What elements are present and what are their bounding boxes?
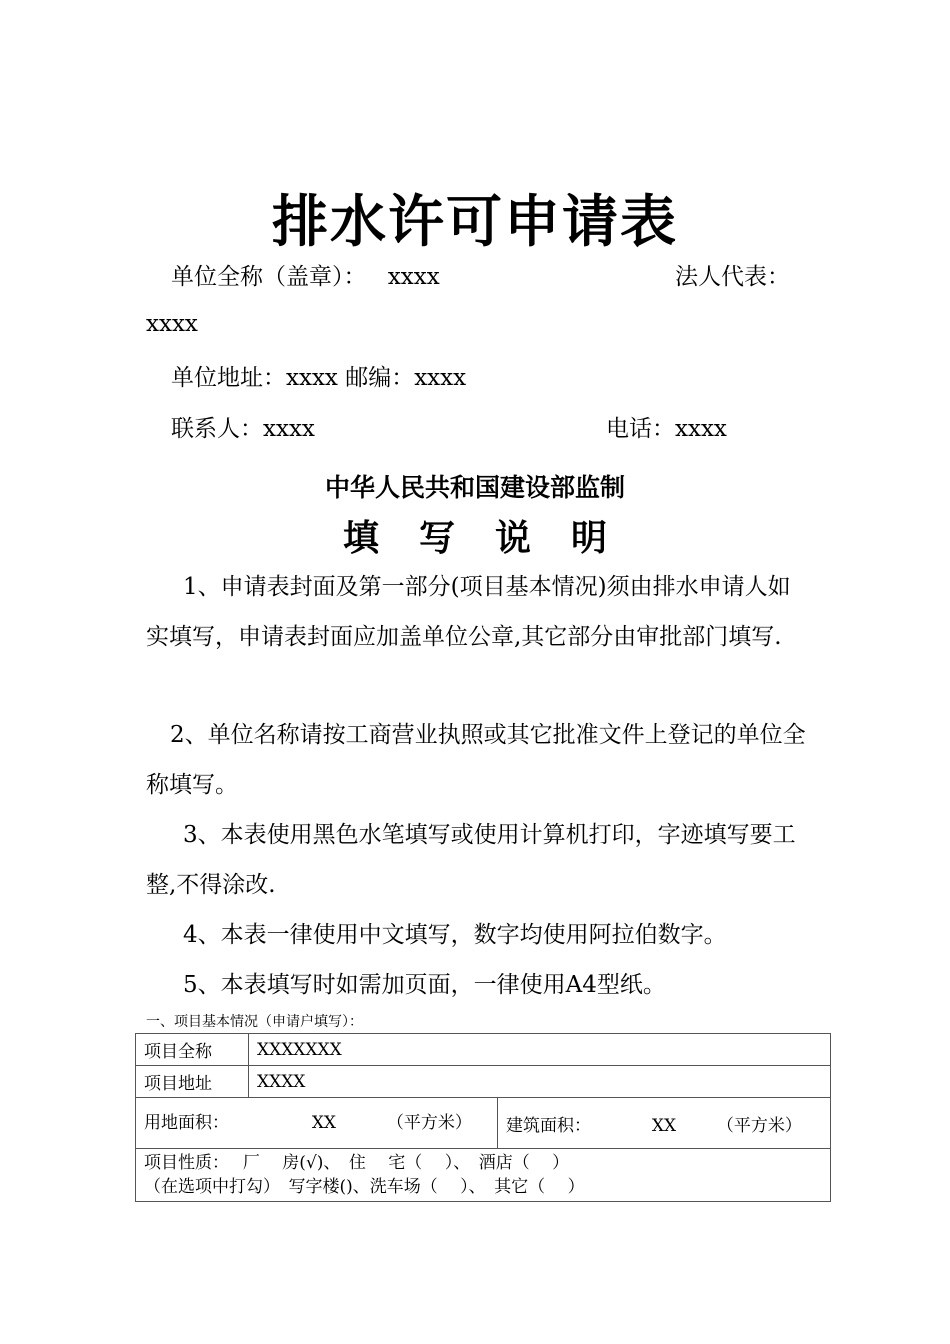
legal-rep-value: xxxx bbox=[146, 311, 198, 337]
project-nature-cell[interactable] bbox=[136, 1149, 831, 1202]
building-area-unit: （平方米） bbox=[716, 1115, 802, 1136]
instruction-item-3: 3、本表使用黑色水笔填写或使用计算机打印，字迹填写要工整,不得涂改. bbox=[146, 822, 796, 898]
land-area-label: 用地面积： bbox=[144, 1113, 229, 1133]
document-title: 排水许可申请表 bbox=[272, 190, 678, 255]
unit-name-row bbox=[171, 258, 440, 291]
address-row bbox=[171, 359, 466, 392]
project-nature-line-1: 项目性质： 厂 房(√)、 住 宅（ ）、 酒店（ ） bbox=[144, 1153, 570, 1173]
table-row bbox=[136, 1149, 831, 1202]
postcode-value: xxxx bbox=[414, 365, 467, 391]
project-name-label: 项目全称 bbox=[136, 1034, 249, 1066]
contact-value: xxxx bbox=[263, 416, 315, 442]
project-nature-line-2: （在选项中打勾） 写字楼()、洗车场（ ）、 其它（ ） bbox=[144, 1177, 585, 1197]
table-row bbox=[136, 1066, 831, 1098]
building-area-cell[interactable] bbox=[498, 1098, 831, 1149]
section-1-label: 一、项目基本情况（申请户填写）： bbox=[146, 1014, 363, 1030]
unit-name-value: xxxx bbox=[387, 264, 440, 290]
project-address-value[interactable]: XXXX bbox=[249, 1066, 831, 1098]
instructions-title: 填写说明 bbox=[342, 517, 647, 559]
table-row bbox=[136, 1034, 831, 1066]
table-row bbox=[136, 1098, 831, 1149]
land-area-cell[interactable] bbox=[136, 1098, 498, 1149]
contact-row bbox=[171, 410, 315, 443]
address-label: 单位地址： bbox=[171, 365, 286, 391]
issuer: 中华人民共和国建设部监制 bbox=[324, 473, 625, 502]
project-address-label: 项目地址 bbox=[136, 1066, 249, 1098]
postcode-label: 邮编： bbox=[345, 365, 415, 391]
phone-value: xxxx bbox=[675, 416, 727, 442]
building-area-label: 建筑面积： bbox=[506, 1115, 592, 1136]
unit-name-label: 单位全称（盖章）： bbox=[171, 264, 367, 290]
project-info-table bbox=[135, 1033, 831, 1202]
instruction-item-2: 2、单位名称请按工商营业执照或其它批准文件上登记的单位全称填写。 bbox=[146, 722, 806, 798]
instruction-item-1: 1、申请表封面及第一部分(项目基本情况)须由排水申请人如实填写，申请表封面应加盖单位公章,其它部分由审批部门填写. bbox=[146, 574, 791, 650]
land-area-value: XX bbox=[311, 1113, 337, 1133]
phone-label: 电话： bbox=[606, 416, 675, 442]
instruction-item-4: 4、本表一律使用中文填写，数字均使用阿拉伯数字。 bbox=[183, 922, 727, 948]
phone-row bbox=[606, 410, 727, 443]
land-area-unit: （平方米） bbox=[386, 1113, 472, 1133]
contact-label: 联系人： bbox=[171, 416, 263, 442]
instruction-item-5: 5、本表填写时如需加页面，一律使用A4型纸。 bbox=[183, 972, 666, 998]
legal-rep-label: 法人代表： bbox=[675, 264, 790, 290]
address-value: xxxx bbox=[286, 365, 338, 391]
project-name-value[interactable]: XXXXXXX bbox=[249, 1034, 831, 1066]
building-area-value: XX bbox=[651, 1115, 677, 1136]
